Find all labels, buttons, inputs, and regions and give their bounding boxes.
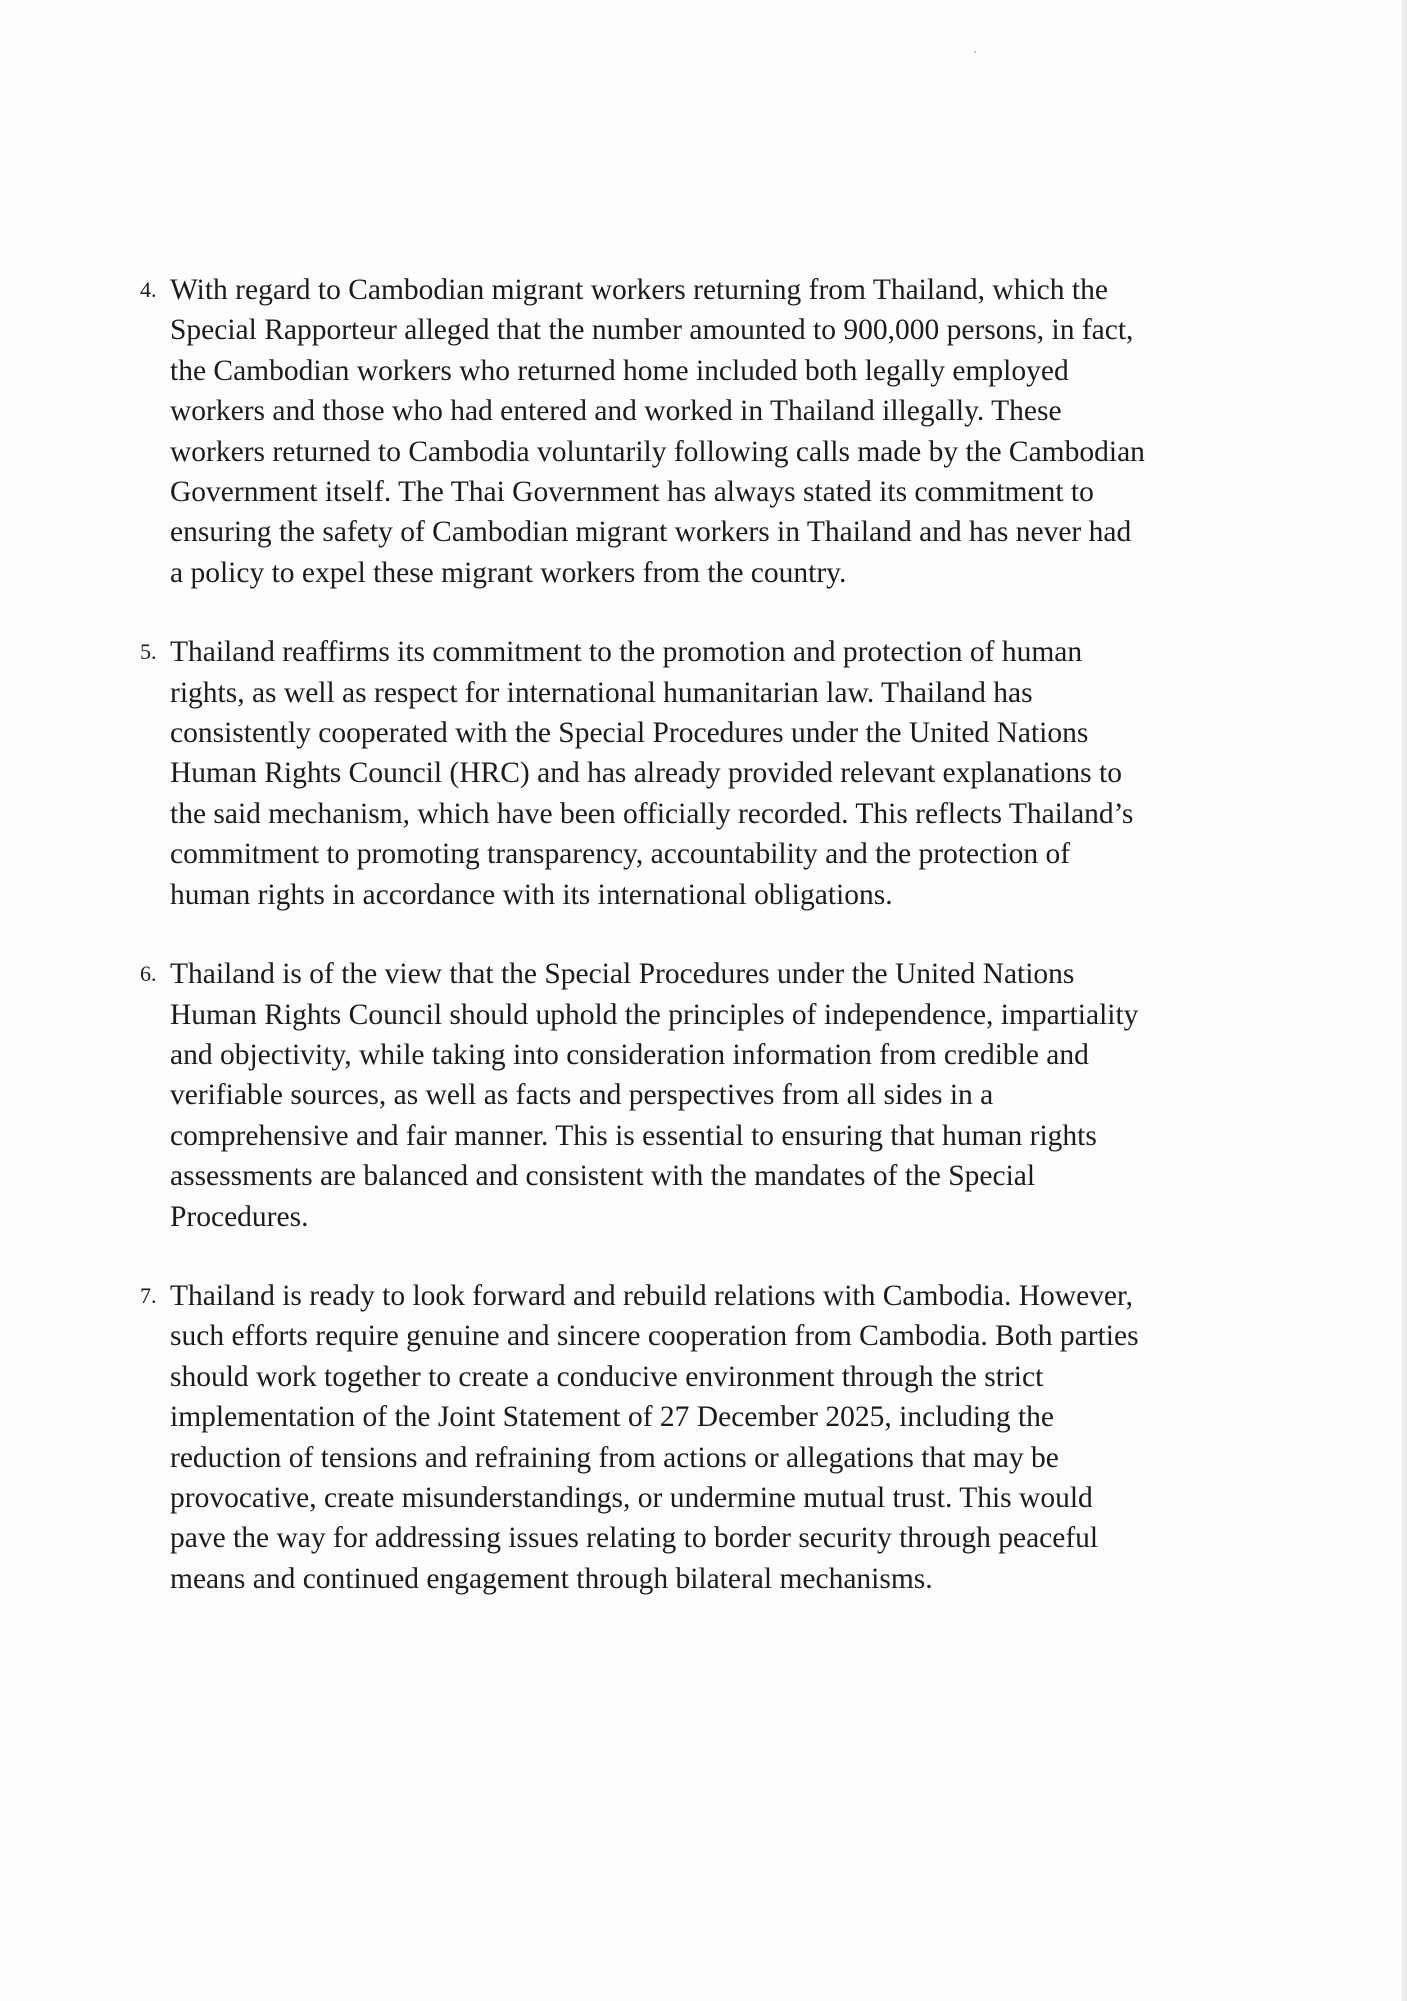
paragraph-line: Human Rights Council should uphold the principles of independence, impartiality [170,998,1139,1031]
paragraph-4 [140,270,1300,593]
paragraph-line: implementation of the Joint Statement of 27 December 2025, including the [170,1401,1054,1434]
paragraph-line: Special Rapporteur alleged that the number amounted to 900,000 persons, in fact, [170,314,1134,347]
paragraph-line: provocative, create misunderstandings, or undermine mutual trust. This would [170,1481,1093,1514]
paragraph-line: Procedures. [170,1200,309,1233]
paragraph-5 [140,632,1300,915]
paragraph-number: 7. [140,1282,157,1308]
paragraph-number: 6. [140,961,157,987]
paragraph-line: commitment to promoting transparency, accountability and the protection of [170,838,1071,871]
paragraph-line: comprehensive and fair manner. This is essential to ensuring that human rights [170,1119,1097,1152]
paragraph-line: Human Rights Council (HRC) and has already provided relevant explanations to [170,757,1122,790]
paragraph-line: workers and those who had entered and worked in Thailand illegally. These [170,395,1062,428]
paragraph-line: Thailand reaffirms its commitment to the promotion and protection of human [170,636,1083,669]
paragraph-number: 4. [140,277,157,302]
paragraph-line: ensuring the safety of Cambodian migrant workers in Thailand and has never had [170,516,1132,549]
paragraph-line: Government itself. The Thai Government has always stated its commitment to [170,476,1094,509]
paragraph-line: assessments are balanced and consistent with the mandates of the Special [170,1160,1036,1193]
paragraph-line: means and continued engagement through bilateral mechanisms. [170,1562,933,1595]
paragraph-line: With regard to Cambodian migrant workers returning from Thailand, which the [170,274,1108,306]
paragraph-line: workers returned to Cambodia voluntarily following calls made by the Cambodian [170,435,1145,468]
paragraph-number: 5. [140,639,157,665]
paragraph-line: the said mechanism, which have been officially recorded. This reflects Thailand’s [170,797,1134,830]
paragraph-line: the Cambodian workers who returned home included both legally employed [170,354,1069,387]
scan-speck [974,51,976,53]
paragraph-line: should work together to create a conducive environment through the strict [170,1360,1044,1393]
paragraph-6 [140,954,1300,1237]
paragraph-list [140,270,1300,1638]
paragraph-line: human rights in accordance with its international obligations. [170,878,893,911]
scan-edge-shadow [1401,0,1407,2001]
paragraph-line: Thailand is of the view that the Special Procedures under the United Nations [170,958,1075,991]
paragraph-line: rights, as well as respect for international humanitarian law. Thailand has [170,676,1033,709]
paragraph-line: consistently cooperated with the Special Procedures under the United Nations [170,717,1089,750]
paragraph-line: Thailand is ready to look forward and rebuild relations with Cambodia. However, [170,1279,1134,1312]
paragraph-7 [140,1276,1300,1599]
paragraph-line: a policy to expel these migrant workers from the country. [170,556,847,589]
paragraph-line: reduction of tensions and refraining from actions or allegations that may be [170,1441,1059,1474]
paragraph-line: verifiable sources, as well as facts and perspectives from all sides in a [170,1079,994,1112]
paragraph-line: pave the way for addressing issues relating to border security through peaceful [170,1522,1099,1555]
paragraph-line: such efforts require genuine and sincere cooperation from Cambodia. Both parties [170,1320,1139,1353]
paragraph-line: and objectivity, while taking into consideration information from credible and [170,1038,1089,1071]
